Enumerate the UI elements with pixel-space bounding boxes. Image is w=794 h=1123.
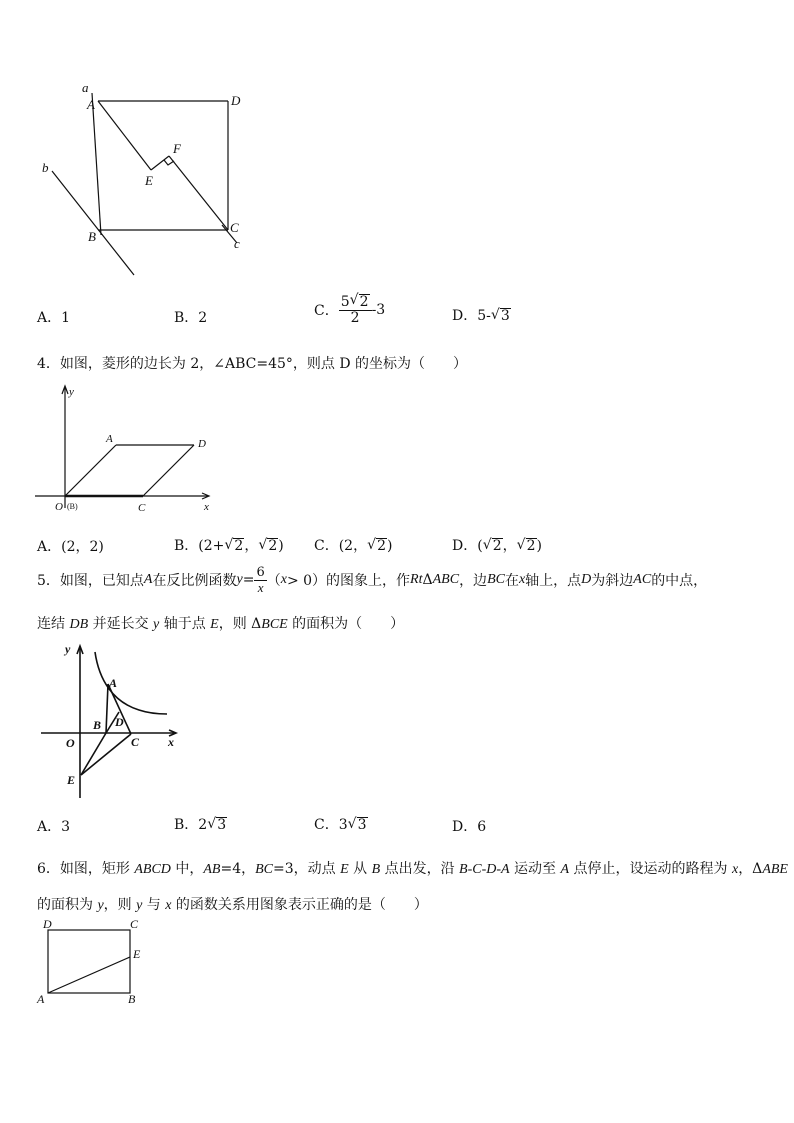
fraction-6-over-x: $\frac{6}{x}$	[256, 565, 265, 595]
label-C: C	[130, 917, 139, 931]
q3-option-d[interactable]: D．5-√ 3	[452, 305, 511, 325]
rectangle-abcd	[48, 930, 130, 993]
q5-figure	[35, 640, 195, 805]
label-E: E	[133, 947, 141, 961]
line-a	[92, 93, 101, 235]
label-A: A	[106, 433, 113, 445]
label-C: C	[230, 220, 239, 235]
line-b	[52, 171, 134, 275]
label-D: D	[198, 438, 206, 450]
q4-option-b[interactable]: B．(2+√ 2，√ 2)	[174, 535, 284, 555]
q4-option-d[interactable]: D．(√ 2，√ 2)	[452, 535, 542, 555]
label-D: D	[43, 917, 52, 931]
label-B: B	[88, 229, 96, 244]
q5-option-c[interactable]: C．3√ 3	[314, 814, 368, 834]
label-F: F	[173, 141, 181, 156]
label-D: D	[115, 715, 124, 729]
q6-stem-line2: 的面积为 y，则 y 与 x 的函数关系用图象表示正确的是（ ）	[37, 897, 428, 913]
label-C: C	[131, 735, 140, 749]
q6-figure	[30, 915, 160, 1010]
segment-ec	[81, 734, 131, 775]
segment-eb	[81, 733, 106, 775]
segment-fc	[169, 156, 228, 230]
label-b: b	[42, 160, 49, 175]
hyperbola-curve	[95, 652, 167, 714]
q3-option-b[interactable]: B．2	[174, 310, 208, 326]
side-ba	[65, 445, 116, 496]
q5-option-b[interactable]: B．2√ 3	[174, 814, 227, 834]
q6-stem-line1: 6．如图，矩形 ABCD 中，AB=4，BC=3，动点 E 从 B 点出发，沿 B-C-D-A 运动至 A 点停止，设运动的路程为 x，ΔABE	[37, 861, 788, 877]
label-B: B	[128, 992, 136, 1006]
label-E: E	[67, 773, 76, 787]
label-y: y	[65, 642, 71, 656]
segment-ba	[106, 684, 108, 733]
segment-ae	[98, 101, 151, 170]
label-A: A	[87, 97, 95, 112]
label-O: O	[66, 736, 75, 750]
label-A: A	[109, 676, 118, 690]
label-D: D	[231, 93, 241, 108]
fraction: $\frac{5√ 2}{2}$	[339, 294, 372, 326]
label-x: x	[204, 501, 209, 513]
label-a: a	[82, 80, 89, 95]
label-B: B	[93, 718, 102, 732]
side-dc	[143, 445, 194, 496]
label-E: E	[145, 173, 153, 188]
q3-option-a[interactable]: A．1	[37, 310, 71, 326]
segment-ae	[48, 957, 130, 993]
label-O: O	[55, 501, 63, 513]
label-A: A	[37, 992, 45, 1006]
q4-stem: 4．如图，菱形的边长为 2，∠ABC=45°，则点 D 的坐标为（ ）	[37, 356, 468, 372]
q4-option-c[interactable]: C．(2，√ 2)	[314, 535, 392, 555]
q5-option-a[interactable]: A．3	[37, 819, 71, 835]
label-c: c	[234, 236, 240, 251]
q3-figure	[30, 75, 260, 285]
label-y: y	[69, 386, 74, 398]
label-x: x	[168, 735, 174, 749]
q4-figure	[30, 380, 230, 520]
label-B: (B)	[67, 502, 78, 511]
q4-option-a[interactable]: A．(2，2)	[37, 539, 104, 555]
label-C: C	[138, 502, 146, 514]
q5-stem-line1: 5．如图，已知点 A 在反比例函数 y = $\frac{6}{x}$ （ x > 0）的图象上，作 Rt Δ ABC ，边 BC 在 x 轴上，点 D 为斜边 AC 的中点，	[37, 565, 708, 595]
q5-option-d[interactable]: D．6	[452, 819, 487, 835]
q5-stem-line2: 连结 DB 并延长交 y 轴于点 E，则 ΔBCE 的面积为（ ）	[37, 616, 405, 632]
q3-option-c[interactable]: C． $\frac{5√ 2}{2}$ -3	[314, 294, 385, 326]
